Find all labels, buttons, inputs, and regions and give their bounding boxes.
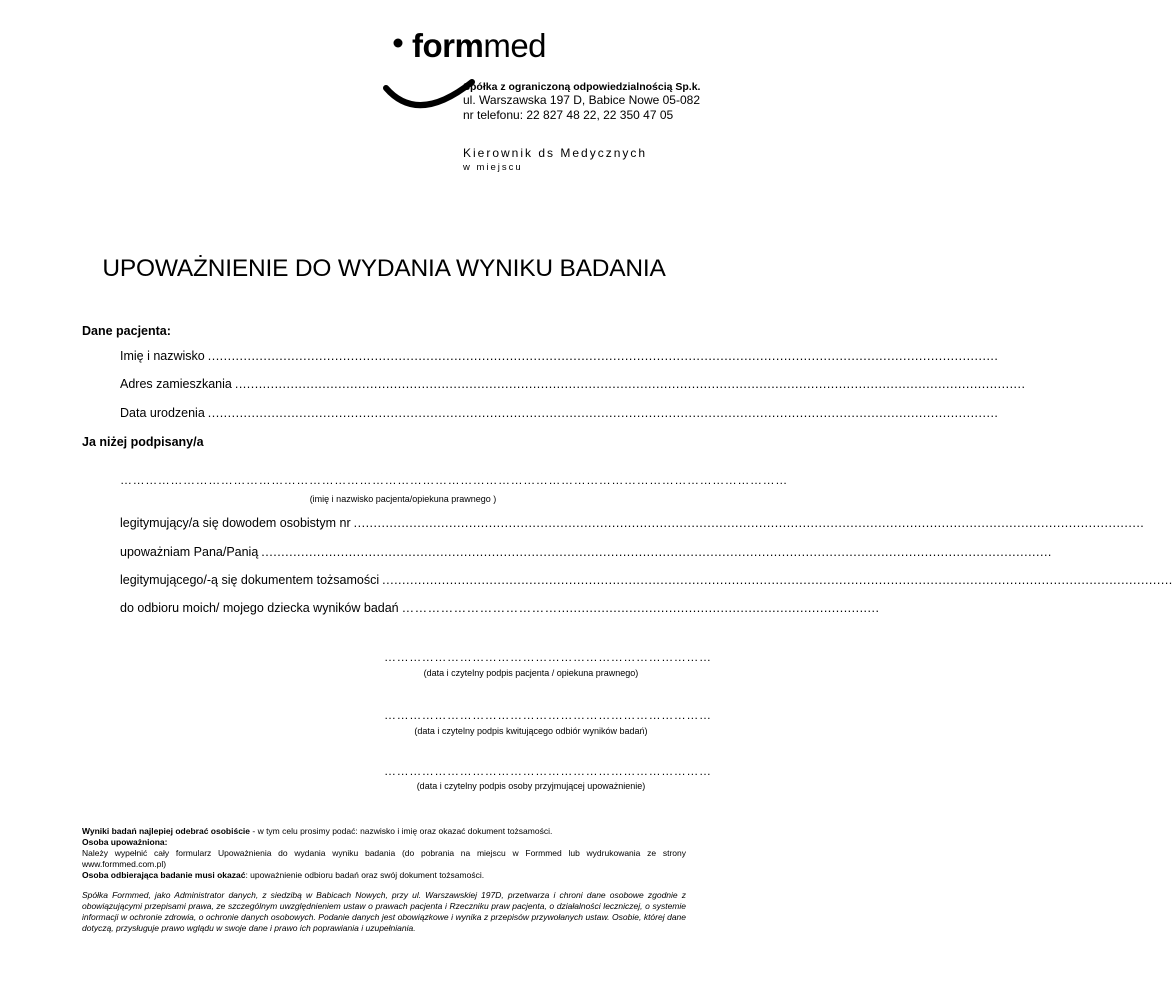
patient-name-field[interactable] bbox=[120, 349, 999, 363]
note-authorized-heading: Osoba upoważniona: bbox=[82, 837, 168, 847]
note-personal-pickup: Wyniki badań najlepiej odebrać osobiście - w tym celu prosimy podać: nazwisko i imię oraz okazać dokument tożsamości. bbox=[82, 826, 553, 836]
company-address: ul. Warszawska 197 D, Babice Nowe 05-082 bbox=[463, 93, 700, 107]
patient-birthdate-field[interactable] bbox=[120, 406, 999, 420]
pickup-results-field[interactable] bbox=[120, 601, 880, 615]
authorized-person-dots: ....................................................................................................................................................................................................... bbox=[261, 545, 1052, 559]
patient-name-dots: ....................................................................................................................................................................................................... bbox=[207, 349, 999, 363]
identity-document-label: legitymującego/-ą się dokumentem tożsamości bbox=[120, 573, 380, 587]
signature-line-receiver[interactable]: …………………………………………………………………… bbox=[384, 708, 712, 722]
patient-birthdate-dots: ....................................................................................................................................................................................................... bbox=[207, 406, 999, 420]
gdpr-notice: Spółka Formmed, jako Administrator danych, z siedzibą w Babicach Nowych, przy ul. Warszawskiej 197D, przetwarza i chroni dane osobowe zgodnie z obowiązującymi przepisami prawa, ze szczególnym uwzględnieniem ustaw o prawach pacjenta i Rzeczniku praw pacjenta, o działalności leczniczej, o systemie informacji w ochronie zdrowia, o ochronie danych osobowych. Podanie danych jest obowiązkowe i wynika z przepisów przywołanych ustaw. Osobie, której dane dotyczą, przysługuje prawo wglądu w swoje dane i prawo ich poprawiania i uzupełniania. bbox=[82, 890, 686, 933]
identity-document-dots: ....................................................................................................................................................................................................... bbox=[382, 573, 1173, 587]
patient-name-label: Imię i nazwisko bbox=[120, 349, 205, 363]
signature-line-staff[interactable]: …………………………………………………………………… bbox=[384, 764, 712, 778]
logo-wordmark: formmed bbox=[412, 27, 547, 64]
declarant-name-caption: (imię i nazwisko pacjenta/opiekuna prawnego ) bbox=[309, 494, 497, 504]
id-number-field[interactable] bbox=[120, 516, 1145, 530]
company-phone: nr telefonu: 22 827 48 22, 22 350 47 05 bbox=[463, 108, 674, 122]
authorized-person-field[interactable] bbox=[120, 545, 1052, 559]
declaration-heading: Ja niżej podpisany/a bbox=[82, 435, 204, 449]
note-authorized-instructions: Należy wypełnić cały formularz Upoważnienia do wydania wyniku badania (do pobrania na miejscu w Formmed lub wydrukowania ze strony www.formmed.com.pl) bbox=[82, 848, 686, 869]
signature-caption-patient: (data i czytelny podpis pacjenta / opiekuna prawnego) bbox=[423, 668, 639, 678]
document-title: UPOWAŻNIENIE DO WYDANIA WYNIKU BADANIA bbox=[102, 255, 666, 282]
id-number-dots: ....................................................................................................................................................................................................... bbox=[353, 516, 1145, 530]
patient-address-dots: ....................................................................................................................................................................................................... bbox=[234, 377, 1026, 391]
patient-birthdate-label: Data urodzenia bbox=[120, 406, 205, 420]
declarant-name-line[interactable]: …………………………………………………………………………………………………………………………………………… bbox=[120, 473, 788, 487]
patient-address-field[interactable] bbox=[120, 377, 1026, 391]
authorized-person-label: upoważniam Pana/Panią bbox=[120, 545, 259, 559]
patient-section-heading: Dane pacjenta: bbox=[82, 324, 171, 338]
note-receiver-requirements: Osoba odbierająca badanie musi okazać: upoważnienie odbioru badań oraz swój dokument tożsamości. bbox=[82, 870, 485, 880]
signature-caption-receiver: (data i czytelny podpis kwitującego odbiór wyników badań) bbox=[414, 726, 648, 736]
recipient: Kierownik ds Medycznych bbox=[463, 146, 648, 160]
identity-document-field[interactable] bbox=[120, 573, 1173, 587]
company-legal-form: Spółka z ograniczoną odpowiedzialnością Sp.k. bbox=[463, 81, 701, 93]
id-number-label: legitymujący/a się dowodem osobistym nr bbox=[120, 516, 351, 530]
signature-line-patient[interactable]: …………………………………………………………………… bbox=[384, 650, 712, 664]
recipient-place: w miejscu bbox=[463, 162, 523, 173]
signature-caption-staff: (data i czytelny podpis osoby przyjmującej upoważnienie) bbox=[416, 781, 646, 791]
pickup-results-label: do odbioru moich/ mojego dziecka wyników badań bbox=[120, 601, 399, 615]
notes-block bbox=[82, 826, 686, 881]
pickup-results-dots: ………………………………................................................................................. bbox=[401, 601, 880, 615]
patient-address-label: Adres zamieszkania bbox=[120, 377, 232, 391]
